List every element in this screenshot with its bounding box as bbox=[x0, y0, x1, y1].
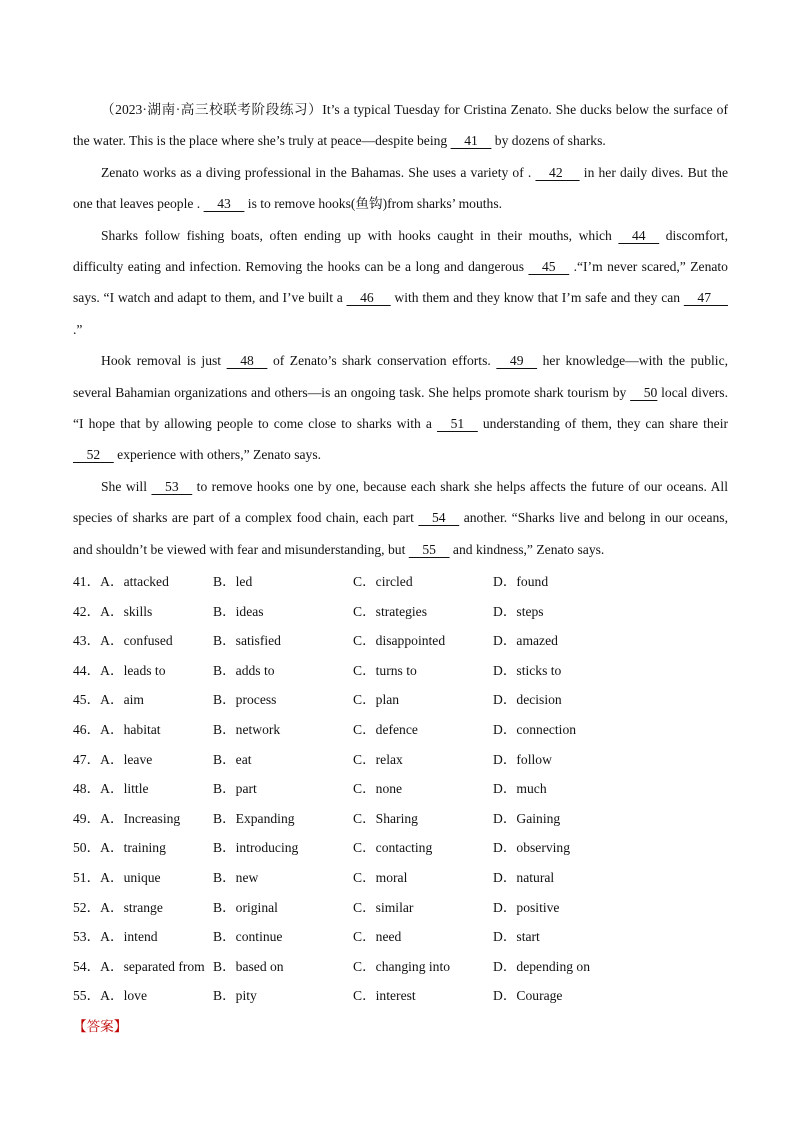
option-c: C．plan bbox=[353, 692, 400, 708]
option-d: D．start bbox=[493, 929, 540, 945]
option-b: B．network bbox=[213, 722, 281, 738]
option-c: C．turns to bbox=[353, 662, 417, 678]
option-d: D．observing bbox=[493, 840, 571, 856]
option-a: 54．A．separated from bbox=[73, 958, 205, 974]
option-c: C．interest bbox=[353, 988, 416, 1004]
blank-51: 51 bbox=[437, 416, 478, 432]
option-c: C．defence bbox=[353, 722, 418, 738]
blank-45: 45 bbox=[528, 259, 570, 275]
option-d: D．steps bbox=[493, 603, 544, 619]
option-d: D．natural bbox=[493, 870, 555, 886]
option-a: 47．A．leave bbox=[73, 751, 153, 767]
option-d: D．Courage bbox=[493, 988, 563, 1004]
blank-41: 41 bbox=[450, 133, 492, 149]
option-b: B．led bbox=[213, 574, 253, 590]
paragraph-4: Hook removal is just 48 of Zenato’s shark conservation efforts. 49 her knowledge—with the public, several Bahamian organizations and others—is an ongoing task. She helps promote shark tourism by 50 local divers. “I hope that by allowing people to come close to sharks with a 51 understanding of them, they can share their 52 experience with others,” Zenato says. bbox=[73, 345, 728, 471]
source-label: （2023·湖南·高三校联考阶段练习） bbox=[101, 102, 323, 117]
option-a: 50．A．training bbox=[73, 840, 166, 856]
option-row bbox=[73, 715, 728, 745]
blank-46: 46 bbox=[346, 290, 391, 306]
option-row bbox=[73, 863, 728, 893]
option-a: 49．A．Increasing bbox=[73, 810, 181, 826]
option-row bbox=[73, 774, 728, 804]
option-d: D．found bbox=[493, 574, 549, 590]
option-a: 41．A．attacked bbox=[73, 574, 169, 590]
option-d: D．much bbox=[493, 781, 547, 797]
option-row bbox=[73, 922, 728, 952]
option-a: 42．A．skills bbox=[73, 603, 153, 619]
option-b: B．part bbox=[213, 781, 257, 797]
document-page bbox=[73, 94, 728, 1041]
option-a: 52．A．strange bbox=[73, 899, 163, 915]
paragraph-2: Zenato works as a diving professional in the Bahamas. She uses a variety of . 42 in her daily dives. But the one that leaves people . 43 is to remove hooks(鱼钩)from sharks’ mouths. bbox=[73, 157, 728, 220]
option-c: C．contacting bbox=[353, 840, 433, 856]
option-b: B．process bbox=[213, 692, 277, 708]
blank-43: 43 bbox=[203, 196, 245, 212]
blank-48: 48 bbox=[226, 353, 268, 369]
option-c: C．Sharing bbox=[353, 810, 418, 826]
option-d: D．connection bbox=[493, 722, 577, 738]
option-a: 51．A．unique bbox=[73, 870, 161, 886]
option-row bbox=[73, 893, 728, 923]
option-c: C．moral bbox=[353, 870, 408, 886]
option-d: D．sticks to bbox=[493, 662, 562, 678]
option-row bbox=[73, 952, 728, 982]
option-d: D．Gaining bbox=[493, 810, 561, 826]
blank-50: 50 bbox=[630, 384, 658, 400]
paragraph-3: Sharks follow fishing boats, often ending up with hooks caught in their mouths, which 44 discomfort, difficulty eating and infection. Removing the hooks can be a long and dangerous 45 .“I’m never scared,” Zenato says. “I watch and adapt to them, and I’ve built a 46 with them and they know that I’m safe and they can 47 .” bbox=[73, 220, 728, 346]
blank-53: 53 bbox=[151, 478, 193, 494]
blank-55: 55 bbox=[408, 541, 450, 557]
option-b: B．continue bbox=[213, 929, 283, 945]
option-b: B．adds to bbox=[213, 662, 275, 678]
option-a: 48．A．little bbox=[73, 781, 149, 797]
option-row bbox=[73, 833, 728, 863]
option-c: C．relax bbox=[353, 751, 403, 767]
option-d: D．positive bbox=[493, 899, 560, 915]
option-b: B．new bbox=[213, 870, 259, 886]
options-list bbox=[73, 567, 728, 1011]
option-row bbox=[73, 597, 728, 627]
option-a: 46．A．habitat bbox=[73, 722, 161, 738]
option-row bbox=[73, 685, 728, 715]
option-c: C．none bbox=[353, 781, 403, 797]
paragraph-5: She will 53 to remove hooks one by one, because each shark she helps affects the future of our oceans. All species of sharks are part of a complex food chain, each part 54 another. “Sharks live and belong in our oceans, and shouldn’t be viewed with fear and misunderstanding, but 55 and kindness,” Zenato says. bbox=[73, 471, 728, 565]
option-row bbox=[73, 981, 728, 1011]
answer-label: 【答案】 bbox=[73, 1019, 128, 1035]
option-c: C．changing into bbox=[353, 958, 451, 974]
option-b: B．Expanding bbox=[213, 810, 295, 826]
option-d: D．decision bbox=[493, 692, 562, 708]
option-row bbox=[73, 745, 728, 775]
blank-49: 49 bbox=[496, 353, 538, 369]
option-row bbox=[73, 656, 728, 686]
blank-42: 42 bbox=[535, 164, 580, 180]
blank-47: 47 bbox=[683, 290, 728, 306]
option-a: 44．A．leads to bbox=[73, 662, 166, 678]
option-c: C．similar bbox=[353, 899, 414, 915]
option-c: C．need bbox=[353, 929, 402, 945]
option-b: B．ideas bbox=[213, 603, 264, 619]
option-row bbox=[73, 626, 728, 656]
option-b: B．pity bbox=[213, 988, 257, 1004]
option-c: C．circled bbox=[353, 574, 413, 590]
option-b: B．satisfied bbox=[213, 633, 281, 649]
option-a: 53．A．intend bbox=[73, 929, 158, 945]
option-a: 43．A．confused bbox=[73, 633, 173, 649]
paragraph-1: （2023·湖南·高三校联考阶段练习）It’s a typical Tuesday for Cristina Zenato. She ducks below the surface of the water. This is the place where she’s truly at peace—despite being 41 by dozens of sharks. bbox=[73, 94, 728, 157]
option-row bbox=[73, 804, 728, 834]
option-a: 45．A．aim bbox=[73, 692, 144, 708]
option-b: B．based on bbox=[213, 958, 284, 974]
option-b: B．original bbox=[213, 899, 278, 915]
option-b: B．eat bbox=[213, 751, 252, 767]
option-row bbox=[73, 567, 728, 597]
option-c: C．strategies bbox=[353, 603, 427, 619]
blank-54: 54 bbox=[418, 510, 460, 526]
blank-44: 44 bbox=[618, 227, 660, 243]
blank-52: 52 bbox=[73, 447, 114, 463]
option-d: D．depending on bbox=[493, 958, 591, 974]
option-d: D．follow bbox=[493, 751, 552, 767]
option-d: D．amazed bbox=[493, 633, 558, 649]
option-b: B．introducing bbox=[213, 840, 299, 856]
option-a: 55．A．love bbox=[73, 988, 148, 1004]
option-c: C．disappointed bbox=[353, 633, 446, 649]
